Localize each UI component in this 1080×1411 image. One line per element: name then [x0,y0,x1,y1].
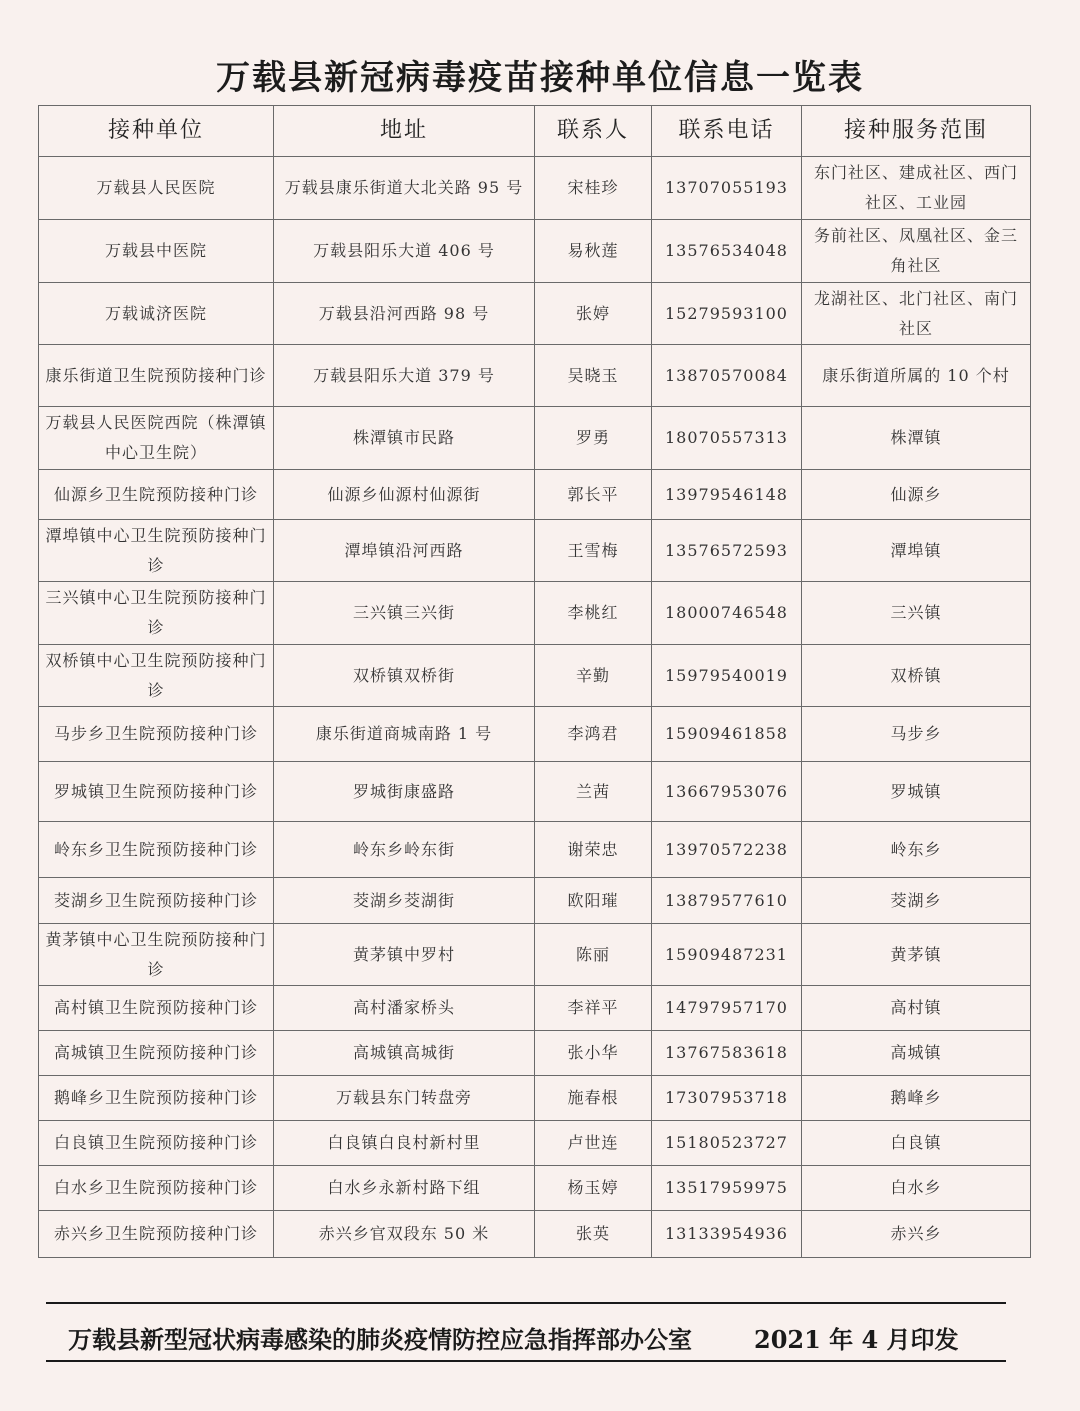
table-row [39,986,1031,1031]
table-row [39,582,1031,645]
cell-address: 岭东乡岭东街 [274,822,535,878]
cell-address: 仙源乡仙源村仙源街 [274,470,535,520]
cell-contact: 罗勇 [535,407,652,470]
column-header-phone: 联系电话 [652,106,802,157]
table-row [39,470,1031,520]
cell-scope: 岭东乡 [802,822,1031,878]
cell-phone: 13517959975 [652,1166,802,1211]
cell-scope: 东门社区、建成社区、西门社区、工业园 [802,157,1031,220]
table-row [39,1166,1031,1211]
table-row [39,1076,1031,1121]
table-row [39,407,1031,470]
cell-address: 茭湖乡茭湖街 [274,878,535,924]
cell-contact: 张婷 [535,283,652,345]
cell-address: 万载县康乐街道大北关路 95 号 [274,157,535,220]
cell-scope: 高村镇 [802,986,1031,1031]
cell-address: 万载县阳乐大道 379 号 [274,345,535,407]
cell-phone: 13667953076 [652,762,802,822]
cell-scope: 务前社区、凤凰社区、金三角社区 [802,220,1031,283]
cell-contact: 吴晓玉 [535,345,652,407]
table-row [39,924,1031,986]
cell-address: 潭埠镇沿河西路 [274,520,535,582]
cell-contact: 杨玉婷 [535,1166,652,1211]
cell-phone: 13576534048 [652,220,802,283]
column-header-scope: 接种服务范围 [802,106,1031,157]
footer-text [68,1320,968,1355]
cell-contact: 宋桂珍 [535,157,652,220]
cell-scope: 白水乡 [802,1166,1031,1211]
cell-unit: 黄茅镇中心卫生院预防接种门诊 [39,924,274,986]
cell-contact: 谢荣忠 [535,822,652,878]
table-row [39,283,1031,345]
table-row [39,520,1031,582]
column-header-contact: 联系人 [535,106,652,157]
cell-address: 三兴镇三兴街 [274,582,535,645]
cell-unit: 万载县人民医院 [39,157,274,220]
cell-phone: 17307953718 [652,1076,802,1121]
cell-phone: 14797957170 [652,986,802,1031]
cell-scope: 马步乡 [802,707,1031,762]
cell-unit: 高村镇卫生院预防接种门诊 [39,986,274,1031]
cell-phone: 15909487231 [652,924,802,986]
cell-address: 赤兴乡官双段东 50 米 [274,1211,535,1258]
cell-contact: 王雪梅 [535,520,652,582]
cell-unit: 万载县中医院 [39,220,274,283]
table-row [39,822,1031,878]
cell-contact: 陈丽 [535,924,652,986]
cell-address: 万载县阳乐大道 406 号 [274,220,535,283]
table-row [39,707,1031,762]
cell-phone: 13707055193 [652,157,802,220]
cell-scope: 双桥镇 [802,645,1031,707]
cell-contact: 李鸿君 [535,707,652,762]
cell-contact: 施春根 [535,1076,652,1121]
cell-phone: 18070557313 [652,407,802,470]
cell-unit: 三兴镇中心卫生院预防接种门诊 [39,582,274,645]
table-body [39,157,1031,1258]
table-row [39,762,1031,822]
cell-unit: 康乐街道卫生院预防接种门诊 [39,345,274,407]
cell-phone: 15180523727 [652,1121,802,1166]
cell-phone: 13879577610 [652,878,802,924]
cell-unit: 白水乡卫生院预防接种门诊 [39,1166,274,1211]
table-row [39,345,1031,407]
cell-scope: 赤兴乡 [802,1211,1031,1258]
cell-contact: 易秋莲 [535,220,652,283]
cell-unit: 潭埠镇中心卫生院预防接种门诊 [39,520,274,582]
cell-phone: 18000746548 [652,582,802,645]
cell-address: 白良镇白良村新村里 [274,1121,535,1166]
table-row [39,645,1031,707]
table-row [39,878,1031,924]
cell-contact: 欧阳璀 [535,878,652,924]
cell-contact: 郭长平 [535,470,652,520]
cell-address: 白水乡永新村路下组 [274,1166,535,1211]
cell-scope: 鹅峰乡 [802,1076,1031,1121]
vaccination-units-table [38,105,1031,1258]
cell-unit: 鹅峰乡卫生院预防接种门诊 [39,1076,274,1121]
cell-unit: 赤兴乡卫生院预防接种门诊 [39,1211,274,1258]
footer-date: 2021 年 4 月印发 [754,1325,959,1354]
cell-scope: 株潭镇 [802,407,1031,470]
cell-address: 株潭镇市民路 [274,407,535,470]
cell-unit: 双桥镇中心卫生院预防接种门诊 [39,645,274,707]
cell-phone: 13767583618 [652,1031,802,1076]
cell-unit: 马步乡卫生院预防接种门诊 [39,707,274,762]
cell-unit: 仙源乡卫生院预防接种门诊 [39,470,274,520]
cell-contact: 李桃红 [535,582,652,645]
cell-contact: 张英 [535,1211,652,1258]
cell-contact: 兰茜 [535,762,652,822]
cell-phone: 15279593100 [652,283,802,345]
cell-scope: 潭埠镇 [802,520,1031,582]
cell-contact: 李祥平 [535,986,652,1031]
footer-bottom-rule [46,1360,1006,1362]
cell-phone: 13870570084 [652,345,802,407]
cell-address: 高村潘家桥头 [274,986,535,1031]
cell-phone: 15979540019 [652,645,802,707]
cell-phone: 13970572238 [652,822,802,878]
table-row [39,1121,1031,1166]
cell-unit: 罗城镇卫生院预防接种门诊 [39,762,274,822]
page-title: 万载县新冠病毒疫苗接种单位信息一览表 [216,58,864,98]
column-header-address: 地址 [274,106,535,157]
cell-scope: 康乐街道所属的 10 个村 [802,345,1031,407]
cell-address: 康乐街道商城南路 1 号 [274,707,535,762]
cell-address: 高城镇高城街 [274,1031,535,1076]
column-header-unit: 接种单位 [39,106,274,157]
cell-scope: 三兴镇 [802,582,1031,645]
cell-phone: 15909461858 [652,707,802,762]
table-row [39,1211,1031,1258]
cell-contact: 辛勤 [535,645,652,707]
cell-phone: 13133954936 [652,1211,802,1258]
table-row [39,157,1031,220]
cell-unit: 万载诚济医院 [39,283,274,345]
footer-top-rule [46,1302,1006,1304]
cell-phone: 13576572593 [652,520,802,582]
table-header-row [39,106,1031,157]
cell-unit: 白良镇卫生院预防接种门诊 [39,1121,274,1166]
cell-scope: 罗城镇 [802,762,1031,822]
table-row [39,1031,1031,1076]
cell-phone: 13979546148 [652,470,802,520]
cell-unit: 茭湖乡卫生院预防接种门诊 [39,878,274,924]
cell-contact: 卢世连 [535,1121,652,1166]
cell-scope: 仙源乡 [802,470,1031,520]
cell-scope: 茭湖乡 [802,878,1031,924]
cell-unit: 岭东乡卫生院预防接种门诊 [39,822,274,878]
table-row [39,220,1031,283]
cell-address: 万载县沿河西路 98 号 [274,283,535,345]
cell-scope: 黄茅镇 [802,924,1031,986]
cell-scope: 白良镇 [802,1121,1031,1166]
cell-scope: 龙湖社区、北门社区、南门社区 [802,283,1031,345]
cell-unit: 高城镇卫生院预防接种门诊 [39,1031,274,1076]
cell-address: 万载县东门转盘旁 [274,1076,535,1121]
cell-contact: 张小华 [535,1031,652,1076]
cell-address: 双桥镇双桥街 [274,645,535,707]
cell-scope: 高城镇 [802,1031,1031,1076]
cell-address: 罗城街康盛路 [274,762,535,822]
cell-address: 黄茅镇中罗村 [274,924,535,986]
footer-issuer: 万载县新型冠状病毒感染的肺炎疫情防控应急指挥部办公室 [68,1325,692,1354]
cell-unit: 万载县人民医院西院（株潭镇中心卫生院） [39,407,274,470]
